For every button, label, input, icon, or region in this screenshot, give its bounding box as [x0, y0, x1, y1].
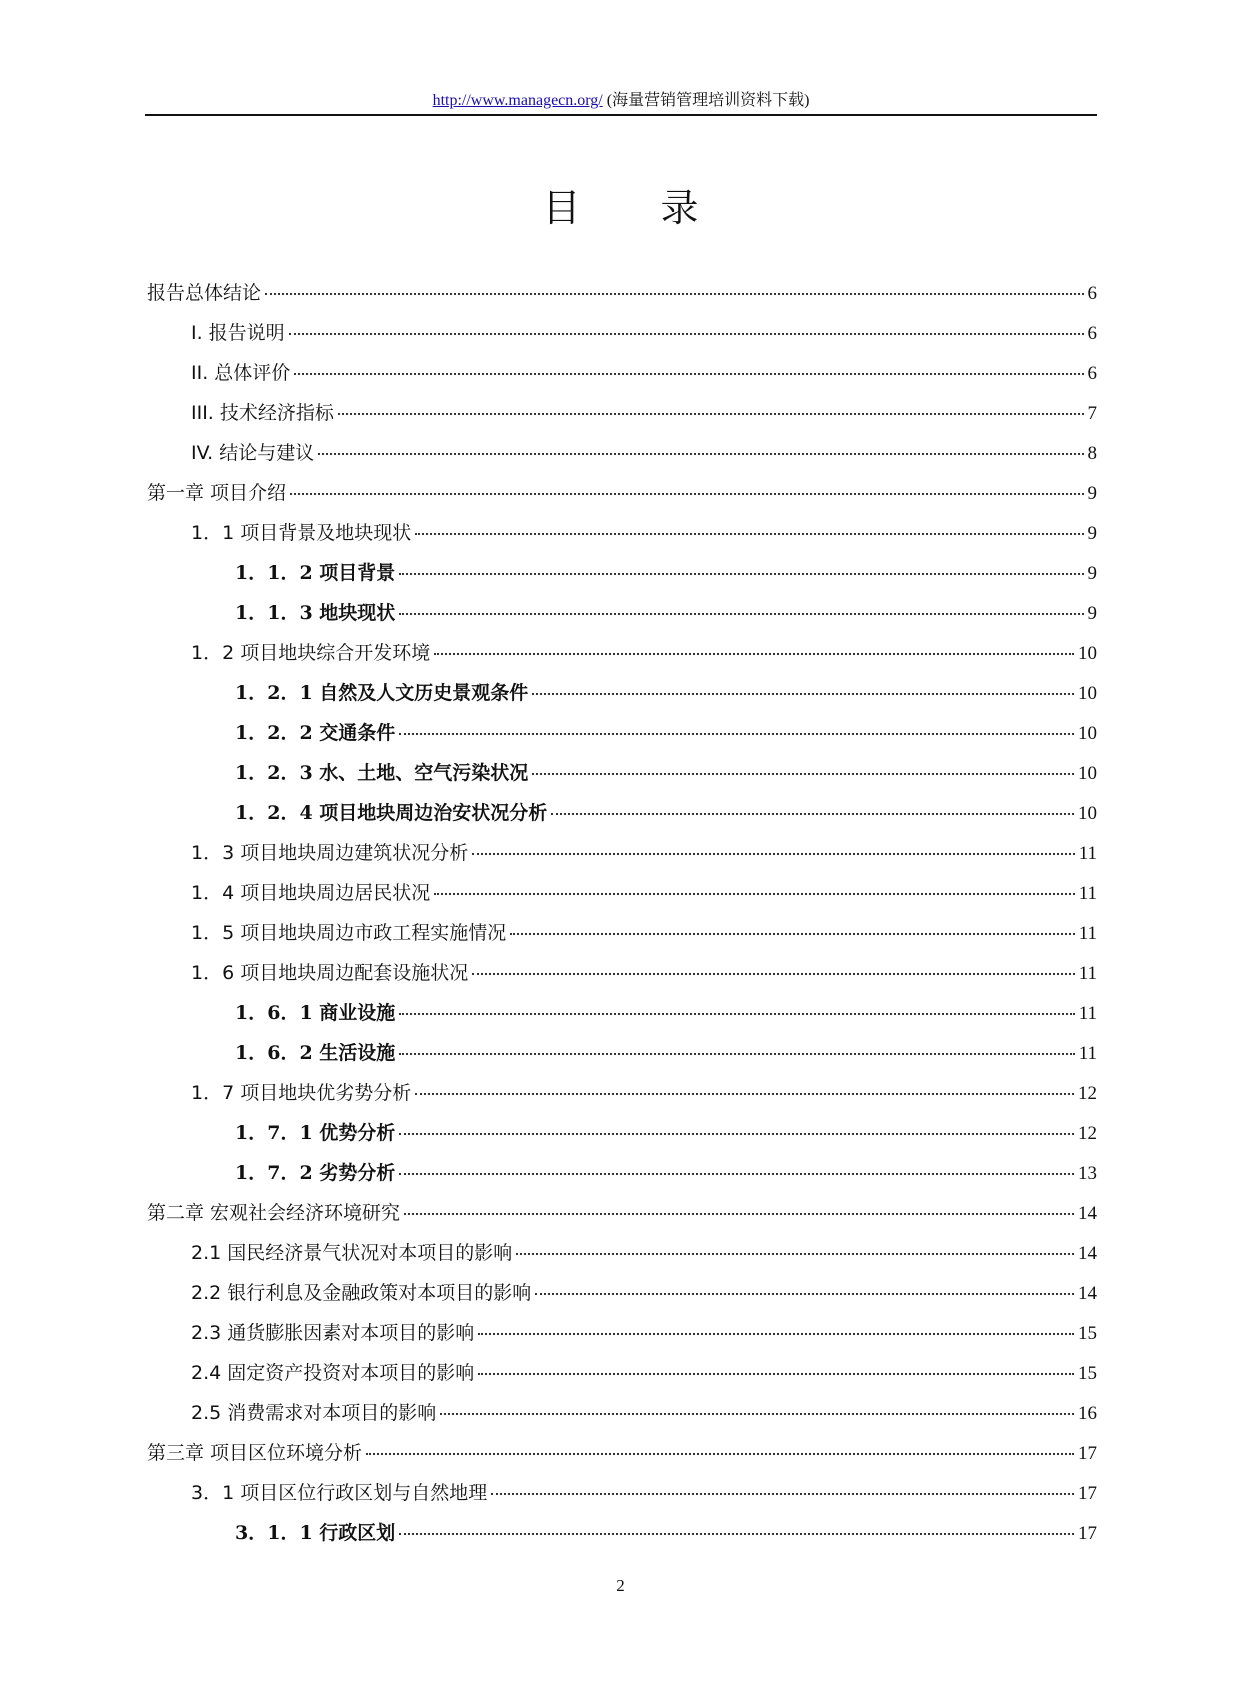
toc-dot-leader [434, 893, 1074, 895]
toc-entry-page: 7 [1087, 403, 1097, 424]
toc-entry-label: 3．1．1 行政区划 [235, 1522, 396, 1544]
toc-entry[interactable] [147, 1513, 1097, 1553]
toc-entry-label: 1．1．3 地块现状 [235, 602, 396, 624]
header-link[interactable]: http://www.managecn.org/ [432, 92, 603, 109]
toc-entry-page: 17 [1078, 1483, 1097, 1504]
toc-entry[interactable] [147, 793, 1097, 833]
toc-entry[interactable] [147, 1353, 1097, 1393]
toc-entry-page: 11 [1078, 923, 1097, 944]
toc-entry[interactable] [147, 673, 1097, 713]
toc-entry-label: 1．2．3 水、土地、空气污染状况 [235, 762, 529, 784]
toc-entry-page: 17 [1078, 1443, 1097, 1464]
toc-entry[interactable] [147, 1033, 1097, 1073]
toc-entry[interactable] [147, 393, 1097, 433]
toc-dot-leader [399, 573, 1083, 575]
toc-entry[interactable] [147, 313, 1097, 353]
toc-entry[interactable] [147, 273, 1097, 313]
toc-entry-page: 10 [1078, 723, 1097, 744]
toc-entry-page: 17 [1078, 1523, 1097, 1544]
toc-dot-leader [478, 1333, 1074, 1335]
page-title: 目 录 [542, 186, 733, 230]
toc-entry[interactable] [147, 833, 1097, 873]
toc-entry[interactable] [147, 1313, 1097, 1353]
toc-entry[interactable] [147, 1473, 1097, 1513]
toc-entry-label: IV. 结论与建议 [191, 442, 315, 464]
toc-entry[interactable] [147, 1193, 1097, 1233]
toc-dot-leader [532, 693, 1074, 695]
toc-dot-leader [289, 333, 1084, 335]
toc-dot-leader [535, 1293, 1074, 1295]
toc-entry-label: 1．6．2 生活设施 [235, 1042, 396, 1064]
toc-entry-label: 2.3 通货膨胀因素对本项目的影响 [191, 1322, 475, 1344]
toc-entry-page: 10 [1078, 763, 1097, 784]
toc-entry-page: 6 [1087, 363, 1097, 384]
toc-entry-page: 10 [1078, 683, 1097, 704]
toc-entry-label: 1．2．1 自然及人文历史景观条件 [235, 682, 529, 704]
toc-entry[interactable] [147, 1073, 1097, 1113]
toc-entry[interactable] [147, 1113, 1097, 1153]
toc-entry[interactable] [147, 633, 1097, 673]
toc-entry-label: 报告总体结论 [147, 282, 262, 304]
toc-entry-page: 14 [1078, 1243, 1097, 1264]
toc-entry[interactable] [147, 1273, 1097, 1313]
toc-entry-page: 8 [1087, 443, 1097, 464]
toc-dot-leader [434, 653, 1074, 655]
toc-entry[interactable] [147, 553, 1097, 593]
toc-entry-label: I. 报告说明 [191, 322, 285, 344]
toc-dot-leader [290, 493, 1083, 495]
toc-entry-label: 1．5 项目地块周边市政工程实施情况 [191, 922, 507, 944]
toc-entry-page: 10 [1078, 803, 1097, 824]
toc-dot-leader [404, 1213, 1074, 1215]
toc-dot-leader [399, 1133, 1074, 1135]
toc-entry-page: 14 [1078, 1203, 1097, 1224]
toc-entry-label: 2.4 固定资产投资对本项目的影响 [191, 1362, 475, 1384]
toc-entry-label: 第三章 项目区位环境分析 [147, 1442, 363, 1464]
toc-dot-leader [399, 1053, 1074, 1055]
toc-dot-leader [532, 773, 1074, 775]
toc-entry-page: 10 [1078, 643, 1097, 664]
toc-entry[interactable] [147, 353, 1097, 393]
toc-entry-label: 1．7．1 优势分析 [235, 1122, 396, 1144]
toc-entry[interactable] [147, 593, 1097, 633]
toc-entry-label: 2.2 银行利息及金融政策对本项目的影响 [191, 1282, 532, 1304]
header-note: (海量营销管理培训资料下载) [602, 92, 810, 109]
toc-entry-page: 12 [1078, 1123, 1097, 1144]
toc-dot-leader [399, 613, 1083, 615]
toc-entry[interactable] [147, 473, 1097, 513]
toc-dot-leader [294, 373, 1083, 375]
toc-entry[interactable] [147, 713, 1097, 753]
toc-entry-label: 1．1 项目背景及地块现状 [191, 522, 412, 544]
page-number: 2 [616, 1576, 625, 1595]
toc-entry-page: 11 [1078, 883, 1097, 904]
toc-entry-page: 14 [1078, 1283, 1097, 1304]
toc-entry-label: 2.5 消费需求对本项目的影响 [191, 1402, 437, 1424]
toc-entry[interactable] [147, 873, 1097, 913]
toc-entry-page: 12 [1078, 1083, 1097, 1104]
toc-entry-label: 1．1．2 项目背景 [235, 562, 396, 584]
toc-dot-leader [415, 533, 1083, 535]
toc-entry-page: 13 [1078, 1163, 1097, 1184]
toc-entry-label: 1．2．4 项目地块周边治安状况分析 [235, 802, 548, 824]
toc-dot-leader [510, 933, 1074, 935]
toc-entry-page: 9 [1087, 523, 1097, 544]
toc-entry[interactable] [147, 913, 1097, 953]
toc-entry[interactable] [147, 753, 1097, 793]
toc-dot-leader [318, 453, 1083, 455]
toc-entry-page: 6 [1087, 283, 1097, 304]
page-header [145, 90, 1097, 112]
header-divider [145, 114, 1097, 116]
toc-entry[interactable] [147, 433, 1097, 473]
toc-dot-leader [399, 1173, 1074, 1175]
toc-entry-label: 1．6．1 商业设施 [235, 1002, 396, 1024]
toc-entry-page: 11 [1078, 843, 1097, 864]
toc-dot-leader [478, 1373, 1074, 1375]
toc-entry-label: 第一章 项目介绍 [147, 482, 287, 504]
toc-entry-page: 16 [1078, 1403, 1097, 1424]
toc-dot-leader [366, 1453, 1074, 1455]
toc-entry-page: 15 [1078, 1323, 1097, 1344]
toc-entry-label: 第二章 宏观社会经济环境研究 [147, 1202, 401, 1224]
toc-dot-leader [399, 733, 1074, 735]
toc-entry-page: 9 [1087, 483, 1097, 504]
toc-entry-label: 1．2．2 交通条件 [235, 722, 396, 744]
toc-entry[interactable] [147, 1233, 1097, 1273]
toc-entry-label: 1．6 项目地块周边配套设施状况 [191, 962, 469, 984]
toc-entry[interactable] [147, 513, 1097, 553]
toc-entry-label: 1．7 项目地块优劣势分析 [191, 1082, 412, 1104]
table-of-contents [147, 273, 1097, 1553]
toc-entry-label: 1．7．2 劣势分析 [235, 1162, 396, 1184]
toc-dot-leader [399, 1533, 1074, 1535]
toc-dot-leader [415, 1093, 1074, 1095]
toc-entry-label: 1．4 项目地块周边居民状况 [191, 882, 431, 904]
toc-entry-page: 15 [1078, 1363, 1097, 1384]
toc-entry[interactable] [147, 953, 1097, 993]
toc-entry-page: 6 [1087, 323, 1097, 344]
toc-entry-label: 2.1 国民经济景气状况对本项目的影响 [191, 1242, 513, 1264]
toc-entry-label: 3．1 项目区位行政区划与自然地理 [191, 1482, 488, 1504]
toc-entry-page: 11 [1078, 963, 1097, 984]
toc-entry-label: III. 技术经济指标 [191, 402, 334, 424]
toc-entry[interactable] [147, 1153, 1097, 1193]
toc-dot-leader [440, 1413, 1074, 1415]
toc-entry-label: II. 总体评价 [191, 362, 291, 384]
toc-dot-leader [265, 293, 1083, 295]
toc-dot-leader [472, 973, 1074, 975]
toc-dot-leader [338, 413, 1084, 415]
toc-entry-page: 11 [1078, 1043, 1097, 1064]
toc-entry[interactable] [147, 1393, 1097, 1433]
toc-entry-page: 9 [1087, 603, 1097, 624]
toc-entry[interactable] [147, 993, 1097, 1033]
toc-dot-leader [472, 853, 1074, 855]
toc-entry-label: 1．3 项目地块周边建筑状况分析 [191, 842, 469, 864]
toc-dot-leader [551, 813, 1074, 815]
toc-dot-leader [516, 1253, 1074, 1255]
toc-dot-leader [491, 1493, 1074, 1495]
toc-entry-page: 9 [1087, 563, 1097, 584]
toc-dot-leader [399, 1013, 1074, 1015]
toc-entry-page: 11 [1078, 1003, 1097, 1024]
toc-entry-label: 1．2 项目地块综合开发环境 [191, 642, 431, 664]
toc-entry[interactable] [147, 1433, 1097, 1473]
